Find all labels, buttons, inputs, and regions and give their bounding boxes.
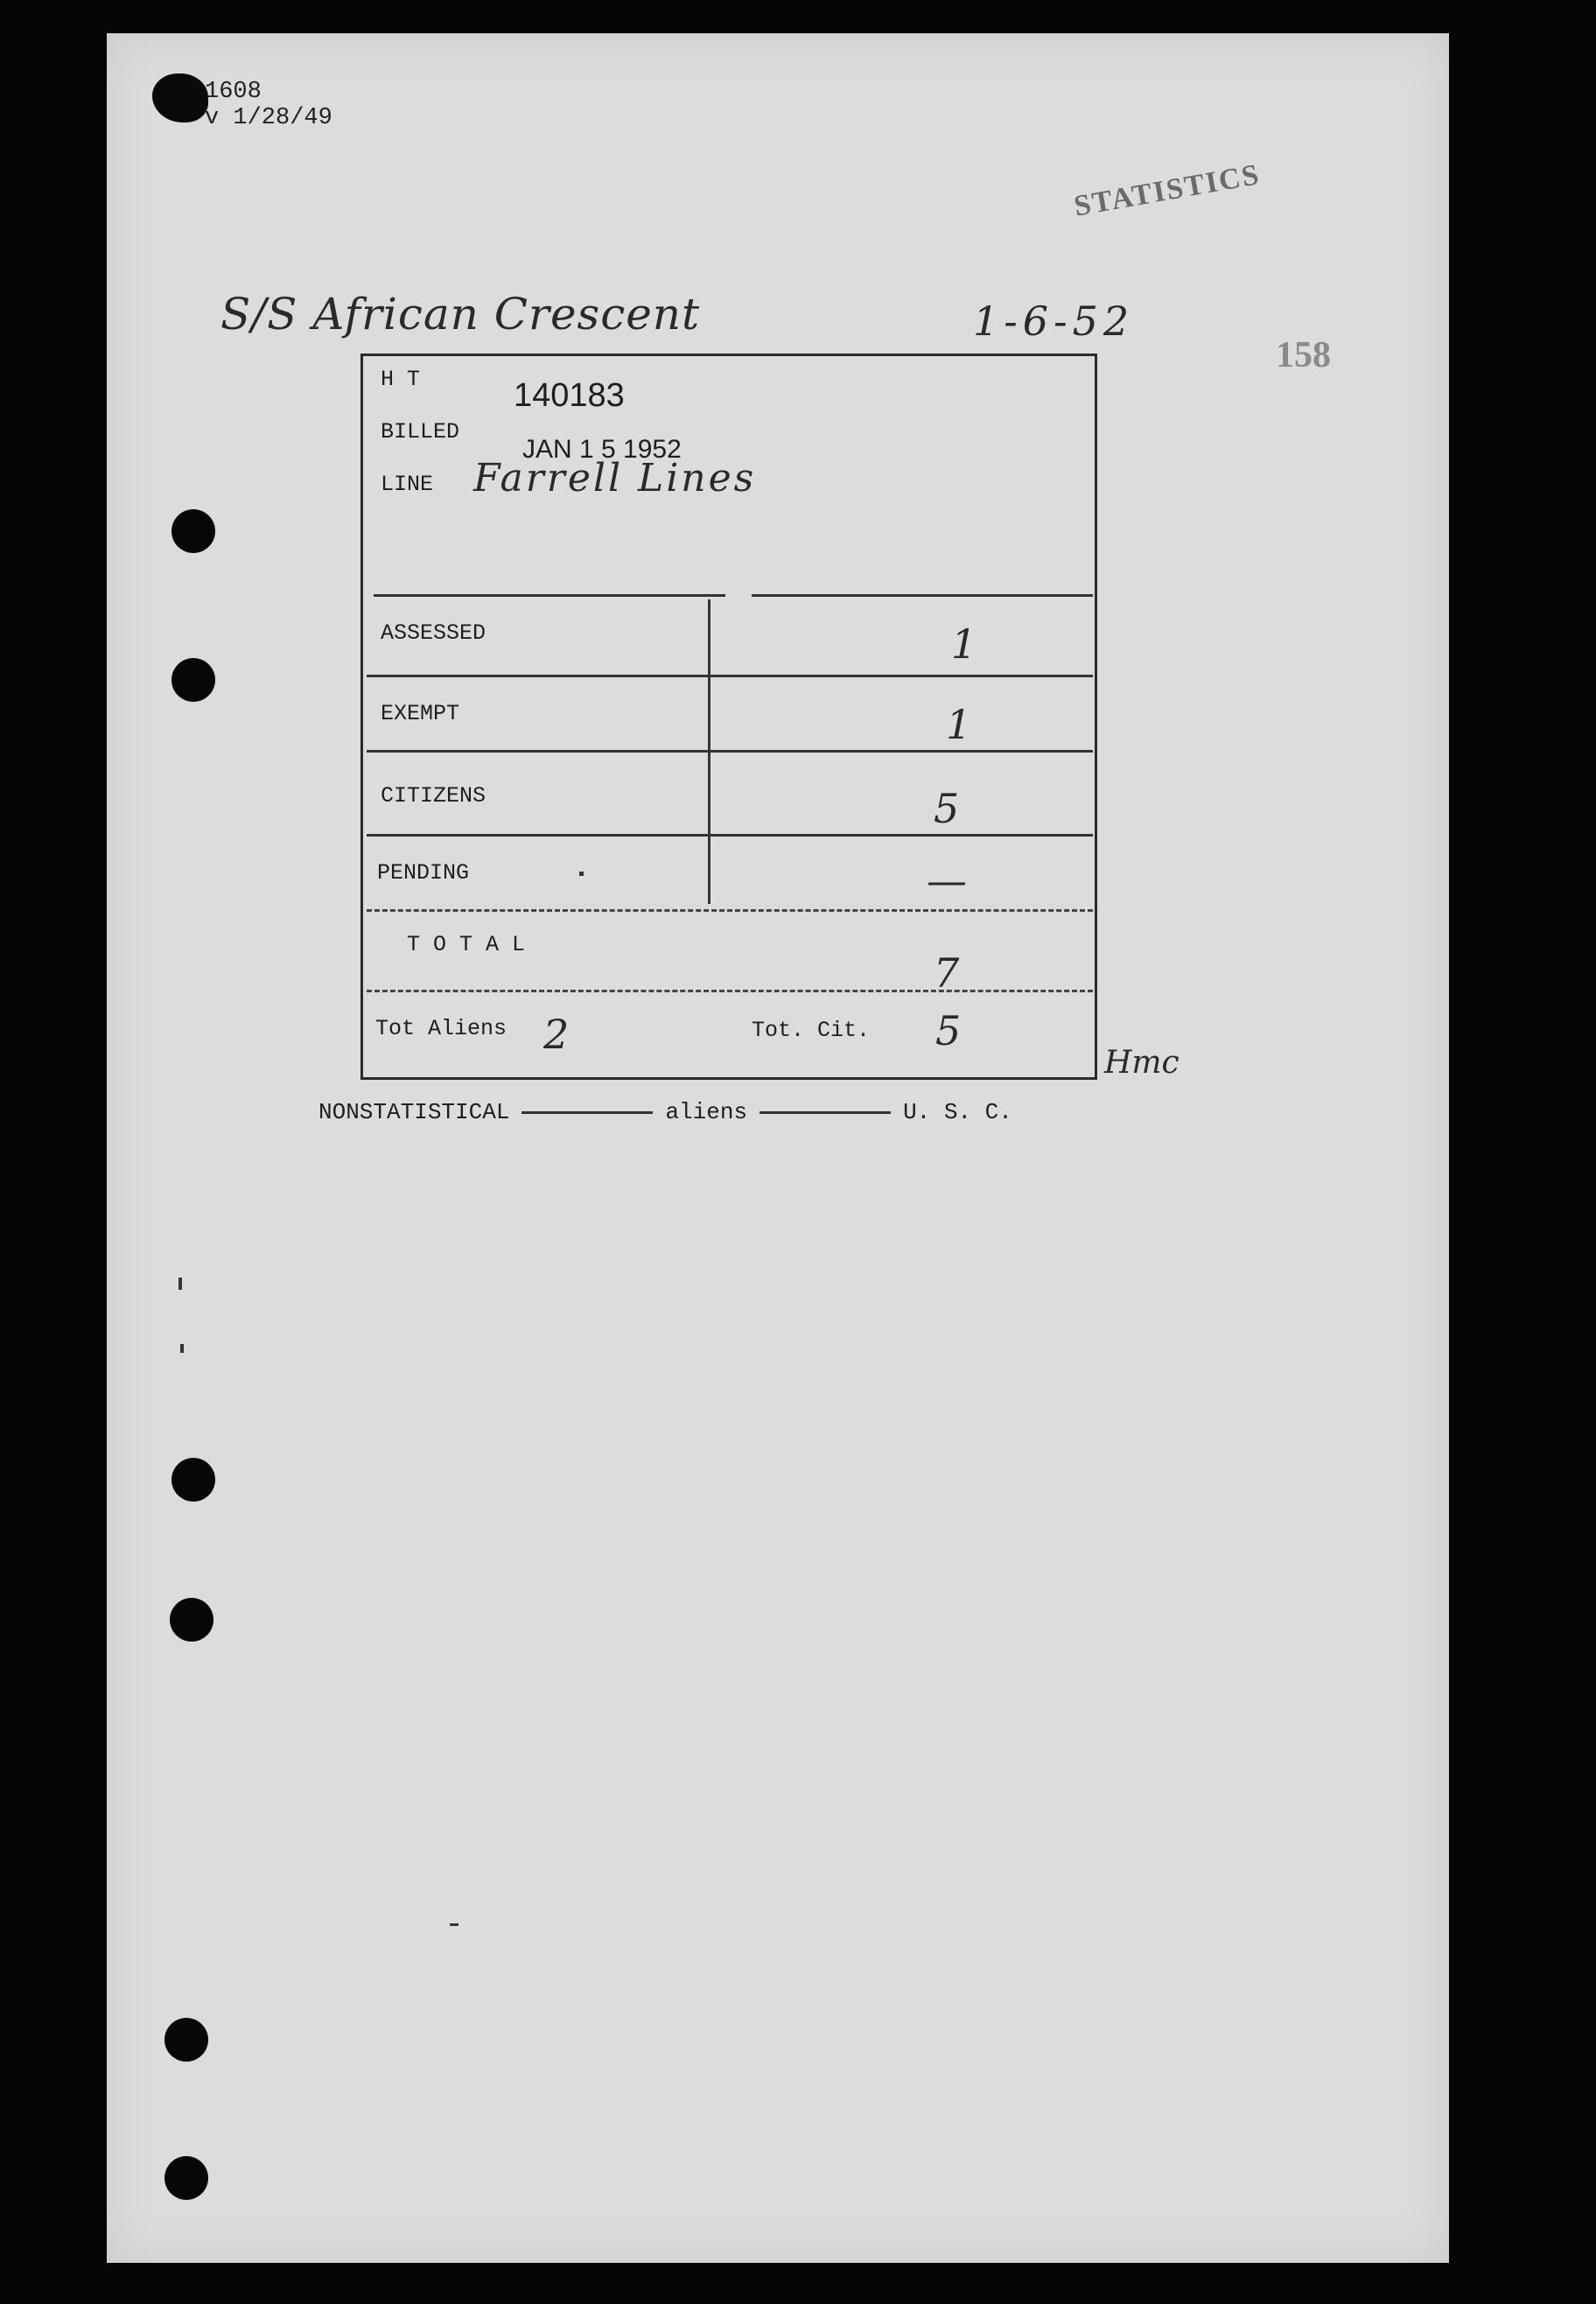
usc-label: U. S. C. [903, 1099, 1012, 1125]
divider [367, 834, 1093, 837]
aliens-blank [522, 1111, 653, 1114]
total-label: T O T A L [407, 932, 526, 957]
row-value-citizens: 5 [934, 785, 960, 832]
nonstatistical-label: NONSTATISTICAL [318, 1099, 510, 1125]
aliens-label: aliens [665, 1099, 748, 1125]
row-label-assessed: ASSESSED [381, 620, 486, 646]
row-value-pending: — [927, 857, 967, 904]
row-value-exempt: 1 [946, 701, 972, 748]
nonstatistical-line [318, 1099, 1012, 1125]
row-label-citizens: CITIZENS [381, 783, 486, 809]
divider [752, 594, 1093, 597]
punch-hole [172, 1458, 215, 1502]
ship-name: S/S African Crescent [220, 289, 701, 340]
punch-hole [172, 509, 215, 553]
row-label-exempt: EXEMPT [381, 701, 460, 726]
billed-date: JAN 1 5 1952 [522, 435, 682, 464]
divider [367, 990, 1093, 992]
punch-hole [172, 658, 215, 702]
punch-hole [164, 2018, 208, 2062]
revision-date: v 1/28/49 [205, 105, 332, 131]
tot-aliens-label: Tot Aliens [375, 1016, 508, 1041]
paper-speck [180, 1344, 184, 1353]
page-number: 158 [1276, 335, 1331, 375]
ht-label: H T [381, 367, 421, 392]
document-page [107, 33, 1449, 2263]
statistics-form-box [360, 354, 1097, 1080]
tot-cit-label: Tot. Cit. [752, 1018, 871, 1043]
punch-hole [164, 2156, 208, 2200]
line-label: LINE [381, 472, 434, 497]
line-name: Farrell Lines [473, 456, 757, 501]
tot-cit-value: 5 [935, 1007, 962, 1054]
clerk-initials: Hmc [1104, 1045, 1180, 1081]
total-value: 7 [934, 949, 960, 997]
divider [367, 675, 1093, 677]
divider [374, 594, 725, 597]
ht-number: 140183 [514, 377, 625, 414]
paper-speck [450, 1923, 458, 1926]
form-number: 1608 [205, 79, 262, 105]
row-value-assessed: 1 [951, 620, 977, 668]
statistics-stamp: STATISTICS [1071, 158, 1264, 223]
ink-blot [152, 74, 208, 123]
billed-label: BILLED [381, 419, 460, 445]
divider [367, 750, 1093, 753]
paper-speck [579, 872, 584, 876]
usc-blank [760, 1111, 891, 1114]
arrival-date: 1-6-52 [973, 298, 1135, 345]
divider [367, 909, 1093, 912]
tot-aliens-value: 2 [543, 1011, 570, 1058]
punch-hole [170, 1598, 214, 1642]
paper-speck [178, 1278, 182, 1290]
row-label-pending: PENDING [377, 860, 470, 886]
